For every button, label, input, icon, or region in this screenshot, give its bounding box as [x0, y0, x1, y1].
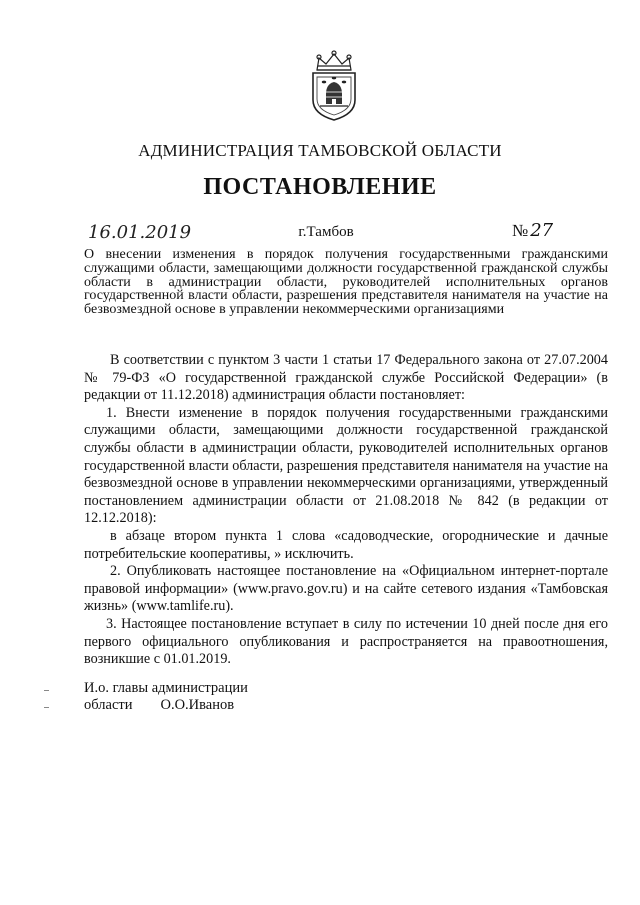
preamble-paragraph: В соответствии с пунктом 3 части 1 статьи 17 Федерального закона от 27.07.2004 № 79-ФЗ «О государственной гражданской службе Российской Федерации» (в редакции от 11.12.2018) администрация области постановляет:	[84, 352, 608, 404]
document-subject: О внесении изменения в порядок получения государственными гражданскими служащими области, замещающими должности государственной гражданской службы области в администрации области, руководителей исполнительных органов государственной власти области, разрешения представителя нанимателя на участие на безвозмездной основе в управлении некоммерческими организациями	[84, 247, 608, 318]
coat-of-arms-icon	[307, 48, 361, 124]
margin-mark	[44, 690, 49, 691]
clause-1-detail-paragraph: в абзаце втором пункта 1 слова «садоводческие, огороднические и дачные потребительские кооперативы, » исключить.	[84, 527, 608, 562]
clause-2-paragraph: 2. Опубликовать настоящее постановление на «Официальном интернет-портале правовой информации» (www.pravo.gov.ru) и на сайте сетевого издания «Тамбовская жизнь» (www.tamlife.ru).	[84, 563, 608, 615]
clause-3-paragraph: 3. Настоящее постановление вступает в силу по истечении 10 дней после дня его первого официального опубликования и распространяется на правоотношения, возникшие с 01.01.2019.	[84, 615, 608, 668]
document-body	[84, 352, 608, 669]
signature-block	[84, 680, 248, 714]
document-city: г.Тамбов	[298, 224, 354, 240]
margin-mark	[44, 707, 49, 708]
document-number	[512, 220, 553, 241]
signatory-position: И.о. главы администрации	[84, 680, 248, 696]
document-title: ПОСТАНОВЛЕНИЕ	[203, 174, 437, 200]
signatory-position-cont: области	[84, 697, 133, 713]
number-value: 27	[530, 220, 554, 241]
signatory-line-2	[84, 697, 248, 714]
clause-1-paragraph: 1. Внести изменение в порядок получения государственными гражданскими служащими области, замещающими должности государственной гражданской службы области в администрации области, руководителей исполнительных органов государственной власти области, разрешения представителя нанимателя на участие на безвозмездной основе в управлении некоммерческими организациями, утвержденный постановлением администрации области от 21.08.2018 № 842 (в редакции от 12.12.2018):	[84, 404, 608, 527]
document-date: 16.01.2019	[88, 222, 192, 243]
organization-name: АДМИНИСТРАЦИЯ ТАМБОВСКОЙ ОБЛАСТИ	[138, 141, 502, 160]
signatory-name: О.О.Иванов	[160, 697, 235, 713]
number-prefix: №	[512, 221, 529, 240]
